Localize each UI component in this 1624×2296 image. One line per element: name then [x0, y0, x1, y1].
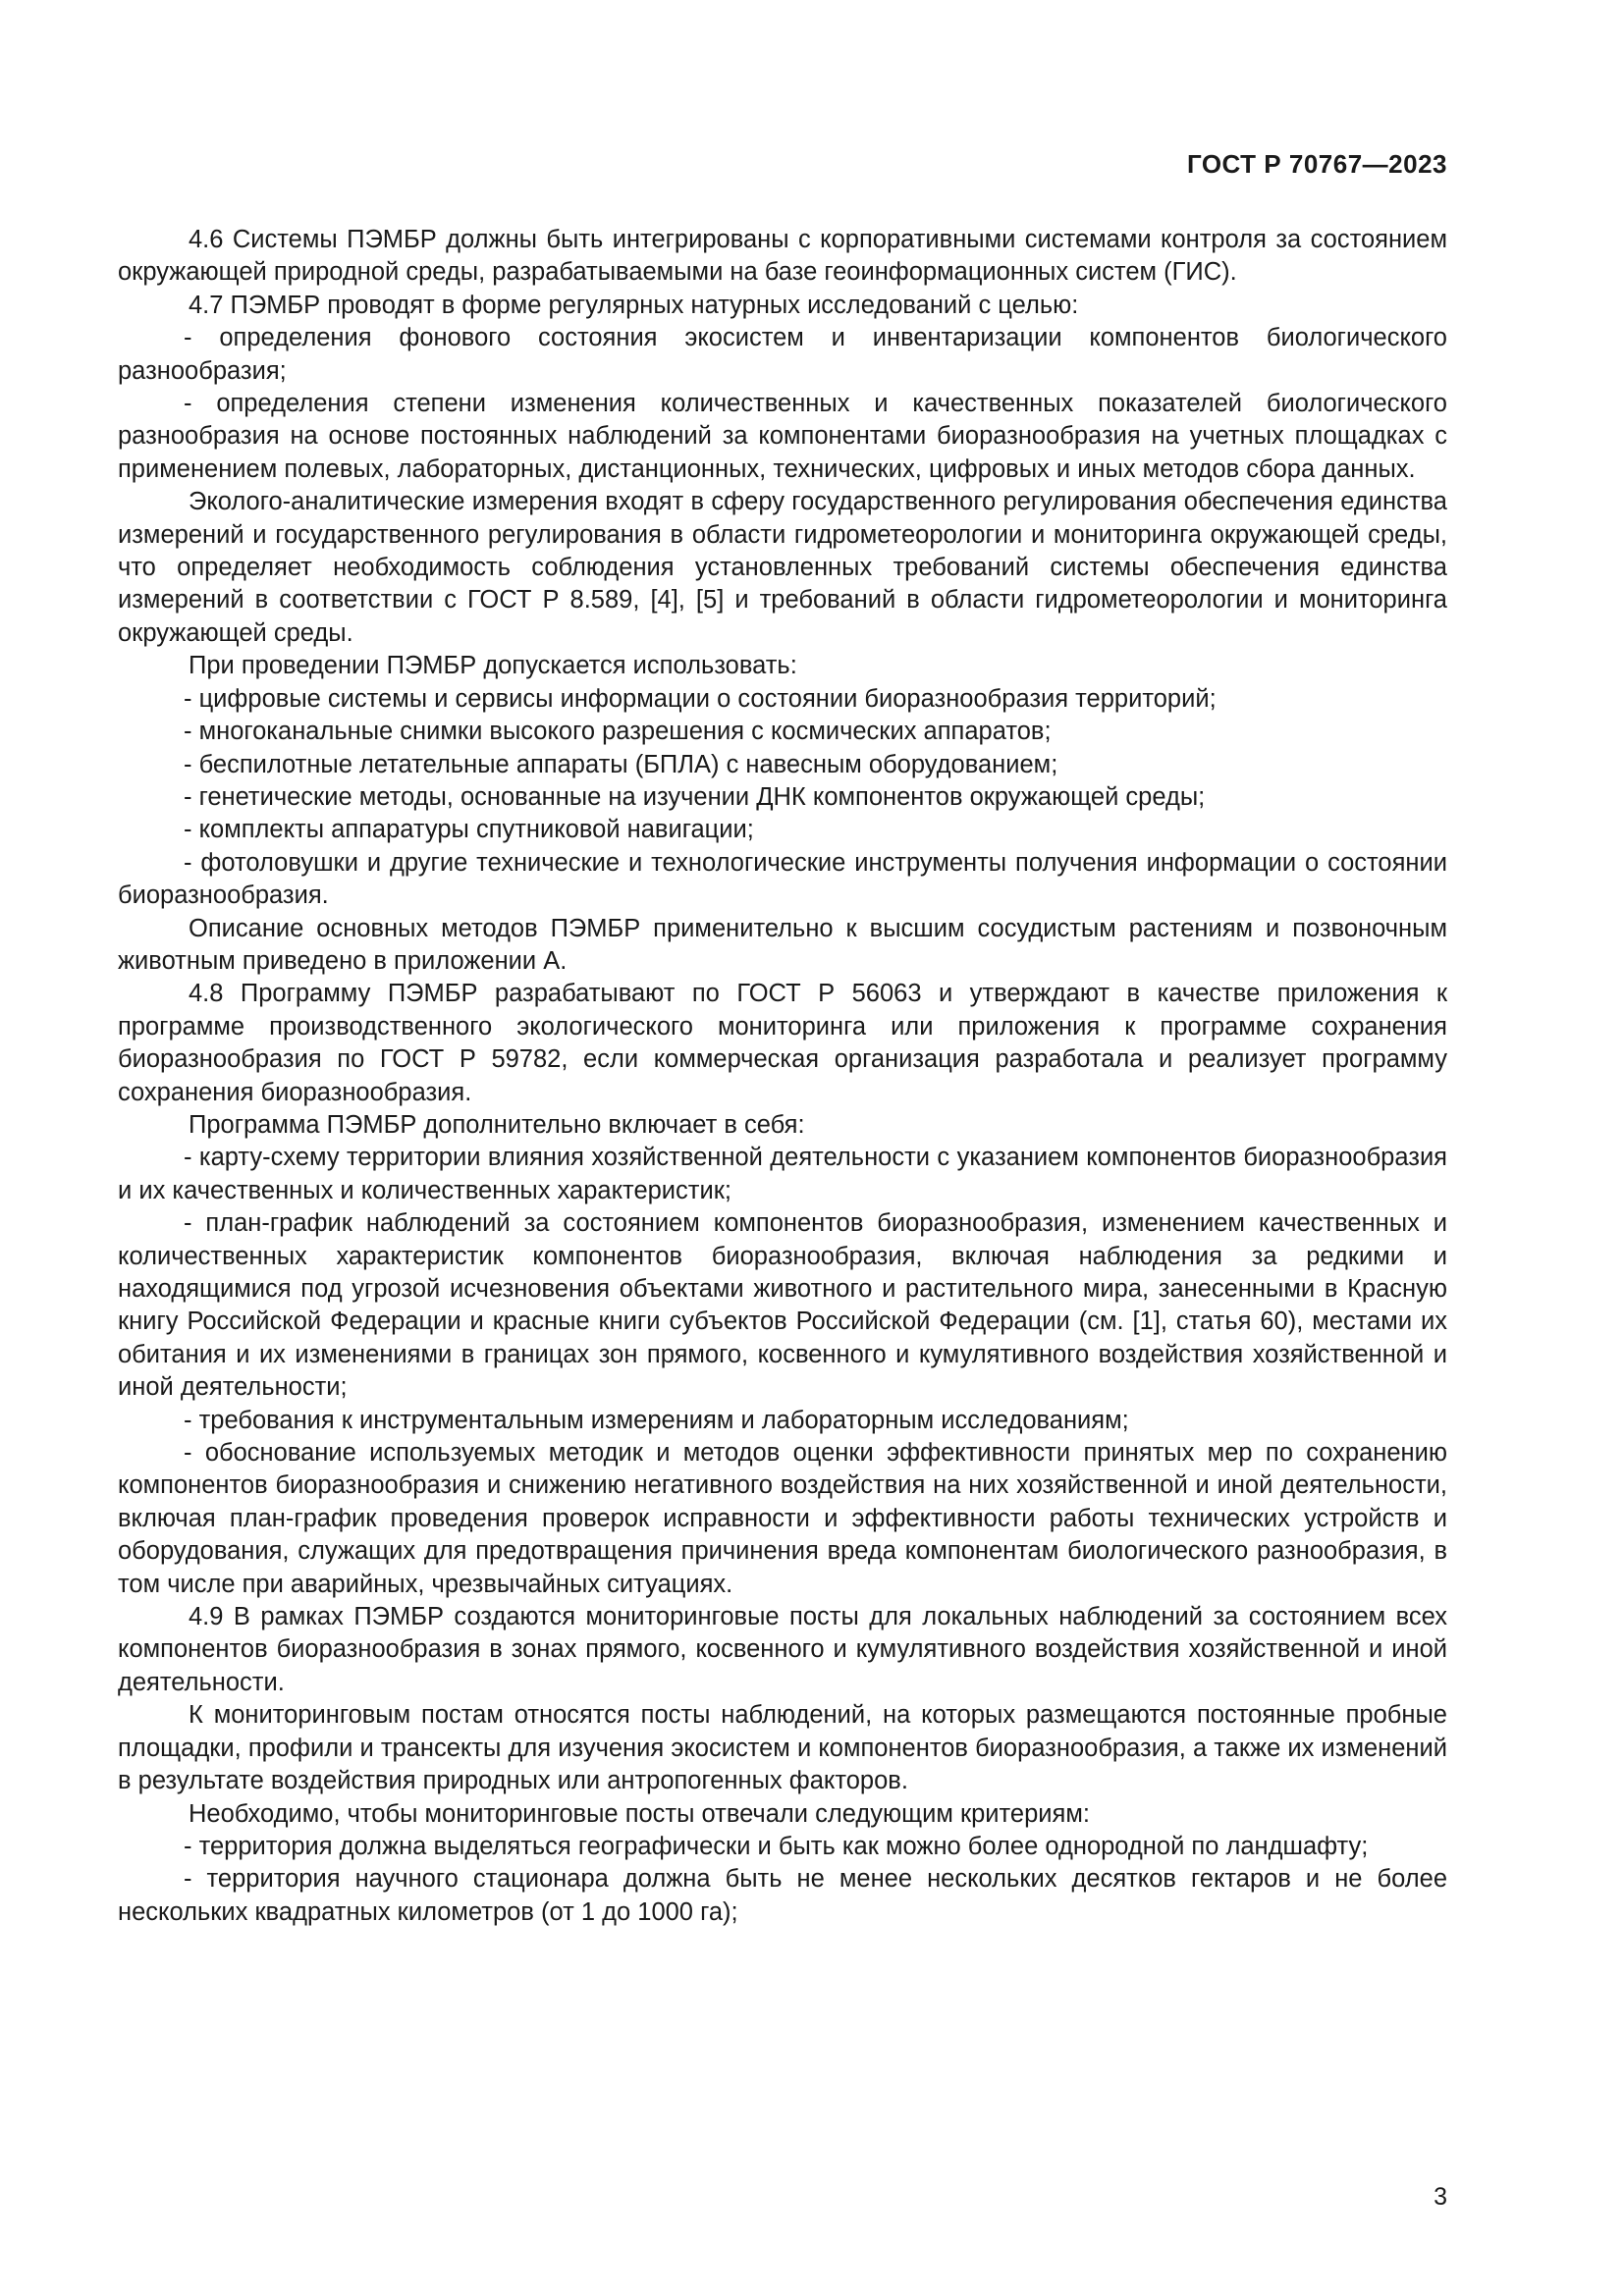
- list-item: - определения фонового состояния экосистем и инвентаризации компонентов биологического разнообразия;: [118, 324, 1447, 385]
- list-item: - территория должна выделяться географически и быть как можно более однородной по ландшафту;: [184, 1832, 1369, 1860]
- paragraph: Программа ПЭМБР дополнительно включает в себя:: [189, 1110, 805, 1139]
- paragraph-4-7: 4.7 ПЭМБР проводят в форме регулярных натурных исследований с целью:: [189, 291, 1079, 319]
- paragraph: Описание основных методов ПЭМБР применительно к высшим сосудистым растениям и позвоночным животным приведено в приложении А.: [118, 914, 1447, 975]
- list-item: - определения степени изменения количественных и качественных показателей биологического разнообразия на основе постоянных наблюдений за компонентами биоразнообразия на учетных площадках с применением полевых, лабораторных, дистанционных, технических, цифровых и иных методов сбора данных.: [118, 390, 1447, 483]
- document-header-id: ГОСТ Р 70767—2023: [1186, 149, 1447, 179]
- paragraph: Необходимо, чтобы мониторинговые посты отвечали следующим критериям:: [189, 1799, 1090, 1828]
- list-item: - беспилотные летательные аппараты (БПЛА) с навесным оборудованием;: [184, 750, 1058, 778]
- list-item: - многоканальные снимки высокого разрешения с космических аппаратов;: [184, 718, 1052, 746]
- list-item: - обоснование используемых методик и методов оценки эффективности принятых мер по сохранению компонентов биоразнообразия и снижению негативного воздействия на них хозяйственной и иной деятельности, включая план-график проведения проверок исправности и эффективности работы технических устройств и оборудования, служащих для предотвращения причинения вреда компонентам биологического разнообразия, в том числе при аварийных, чрезвычайных ситуациях.: [118, 1439, 1447, 1598]
- paragraph: При проведении ПЭМБР допускается использовать:: [189, 652, 797, 680]
- paragraph-4-9: 4.9 В рамках ПЭМБР создаются мониторинговые посты для локальных наблюдений за состоянием всех компонентов биоразнообразия в зонах прямого, косвенного и кумулятивного воздействия хозяйственной и иной деятельности.: [118, 1603, 1447, 1696]
- list-item: - требования к инструментальным измерениям и лабораторным исследованиям;: [184, 1406, 1129, 1434]
- document-body: [118, 224, 1447, 1929]
- list-item: - цифровые системы и сервисы информации о состоянии биоразнообразия территорий;: [184, 684, 1217, 713]
- paragraph-4-6: 4.6 Системы ПЭМБР должны быть интегрированы с корпоративными системами контроля за состоянием окружающей природной среды, разрабатываемыми на базе геоинформационных систем (ГИС).: [118, 226, 1447, 287]
- list-item: - фотоловушки и другие технические и технологические инструменты получения информации о состоянии биоразнообразия.: [118, 848, 1447, 910]
- paragraph: Эколого-аналитические измерения входят в сферу государственного регулирования обеспечения единства измерений и государственного регулирования в области гидрометеорологии и мониторинга окружающей среды, что определяет необходимость соблюдения установленных требований системы обеспечения единства измерений в соответствии с ГОСТ Р 8.589, [4], [5] и требований в области гидрометеорологии и мониторинга окружающей среды.: [118, 488, 1447, 647]
- list-item: - территория научного стационара должна быть не менее нескольких десятков гектаров и не более нескольких квадратных километров (от 1 до 1000 га);: [118, 1865, 1447, 1926]
- page-number: 3: [1434, 2183, 1447, 2211]
- paragraph-4-8: 4.8 Программу ПЭМБР разрабатывают по ГОСТ Р 56063 и утверждают в качестве приложения к программе производственного экологического мониторинга или приложения к программе сохранения биоразнообразия по ГОСТ Р 59782, если коммерческая организация разработала и реализует программу сохранения биоразнообразия.: [118, 980, 1447, 1106]
- list-item: - комплекты аппаратуры спутниковой навигации;: [184, 816, 754, 844]
- paragraph: К мониторинговым постам относятся посты наблюдений, на которых размещаются постоянные пробные площадки, профили и трансекты для изучения экосистем и компонентов биоразнообразия, а также их изменений в результате воздействия природных или антропогенных факторов.: [118, 1701, 1447, 1795]
- list-item: - карту-схему территории влияния хозяйственной деятельности с указанием компонентов биоразнообразия и их качественных и количественных характеристик;: [118, 1144, 1447, 1204]
- list-item: - генетические методы, основанные на изучении ДНК компонентов окружающей среды;: [184, 782, 1206, 811]
- list-item: - план-график наблюдений за состоянием компонентов биоразнообразия, изменением качественных и количественных характеристик компонентов биоразнообразия, включая наблюдения за редкими и находящимися под угрозой исчезновения объектами животного и растительного мира, занесенными в Красную книгу Российской Федерации и красные книги субъектов Российской Федерации (см. [1], статья 60), местами их обитания и их изменениями в границах зон прямого, косвенного и кумулятивного воздействия хозяйственной и иной деятельности;: [118, 1209, 1447, 1402]
